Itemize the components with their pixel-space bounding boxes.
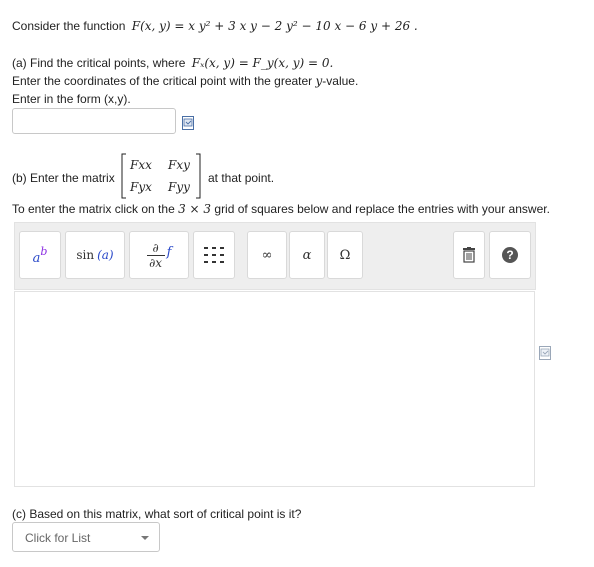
matrix-entry-fyx: Fyx (130, 180, 152, 194)
deriv-numerator: ∂ (152, 240, 159, 255)
help-glyph: ? (506, 248, 514, 262)
part-a-format: Enter in the form (x,y). (12, 92, 131, 106)
part-b-suffix: at that point. (208, 171, 275, 185)
part-b-instruction (12, 202, 550, 216)
part-c-text: (c) Based on this matrix, what sort of critical point is it? (12, 507, 302, 521)
intro-text: Consider the function (12, 19, 126, 33)
matrix-entry-fxx: Fxx (130, 158, 152, 172)
matrix-grid-button[interactable] (193, 231, 235, 279)
select-placeholder: Click for List (25, 531, 91, 545)
part-a-line2 (12, 74, 358, 88)
function-statement (12, 19, 418, 33)
part-a-line1 (12, 56, 333, 70)
help-button[interactable] (489, 231, 531, 279)
power-exponent: b (40, 244, 48, 258)
part-a-text: (a) Find the critical points, where (12, 56, 186, 70)
chevron-down-icon (141, 536, 149, 540)
part-b-prefix: (b) Enter the matrix (12, 171, 115, 185)
part-a-var: y (315, 74, 323, 88)
part-a-instruction: Enter the coordinates of the critical point with the greater (12, 74, 313, 88)
help-icon (502, 247, 518, 263)
func-arg: (a) (97, 248, 114, 262)
instruction-prefix: To enter the matrix click on the (12, 202, 175, 216)
deriv-denominator: ∂x (149, 255, 163, 270)
grid-icon (203, 246, 225, 264)
greek-lower-button[interactable] (289, 231, 325, 279)
greek-upper-button[interactable] (327, 231, 363, 279)
omega-symbol: Ω (339, 247, 351, 263)
deriv-function: f (166, 244, 172, 260)
infinity-symbol: ∞ (261, 247, 273, 263)
part-a-condition: Fₓ(x, y) = F_y(x, y) = 0. (191, 56, 334, 70)
part-a-end: -value. (322, 74, 359, 88)
func-label: sin (76, 248, 95, 262)
instruction-suffix: grid of squares below and replace the entries with your answer. (214, 202, 550, 216)
editor-preview-icon[interactable] (539, 346, 551, 360)
power-base: a (32, 250, 41, 266)
function-button[interactable] (65, 231, 125, 279)
answer-a-input[interactable] (12, 108, 176, 134)
critical-point-type-select[interactable] (12, 522, 160, 552)
preview-icon[interactable] (182, 116, 194, 130)
derivative-button[interactable] (129, 231, 189, 279)
function-expression: F(x, y) = x y² + 3 x y − 2 y² − 10 x − 6 y + 26 . (131, 19, 418, 33)
trash-icon (462, 247, 476, 263)
infinity-button[interactable] (247, 231, 287, 279)
math-toolbar (14, 222, 536, 290)
instruction-grid-size: 3 × 3 (178, 202, 212, 216)
power-button[interactable] (19, 231, 61, 279)
matrix-entry-fyy: Fyy (168, 180, 190, 194)
alpha-symbol: α (302, 247, 312, 263)
matrix-display (120, 153, 202, 199)
clear-button[interactable] (453, 231, 485, 279)
matrix-entry-fxy: Fxy (168, 158, 190, 172)
matrix-editor-area[interactable] (14, 291, 535, 487)
